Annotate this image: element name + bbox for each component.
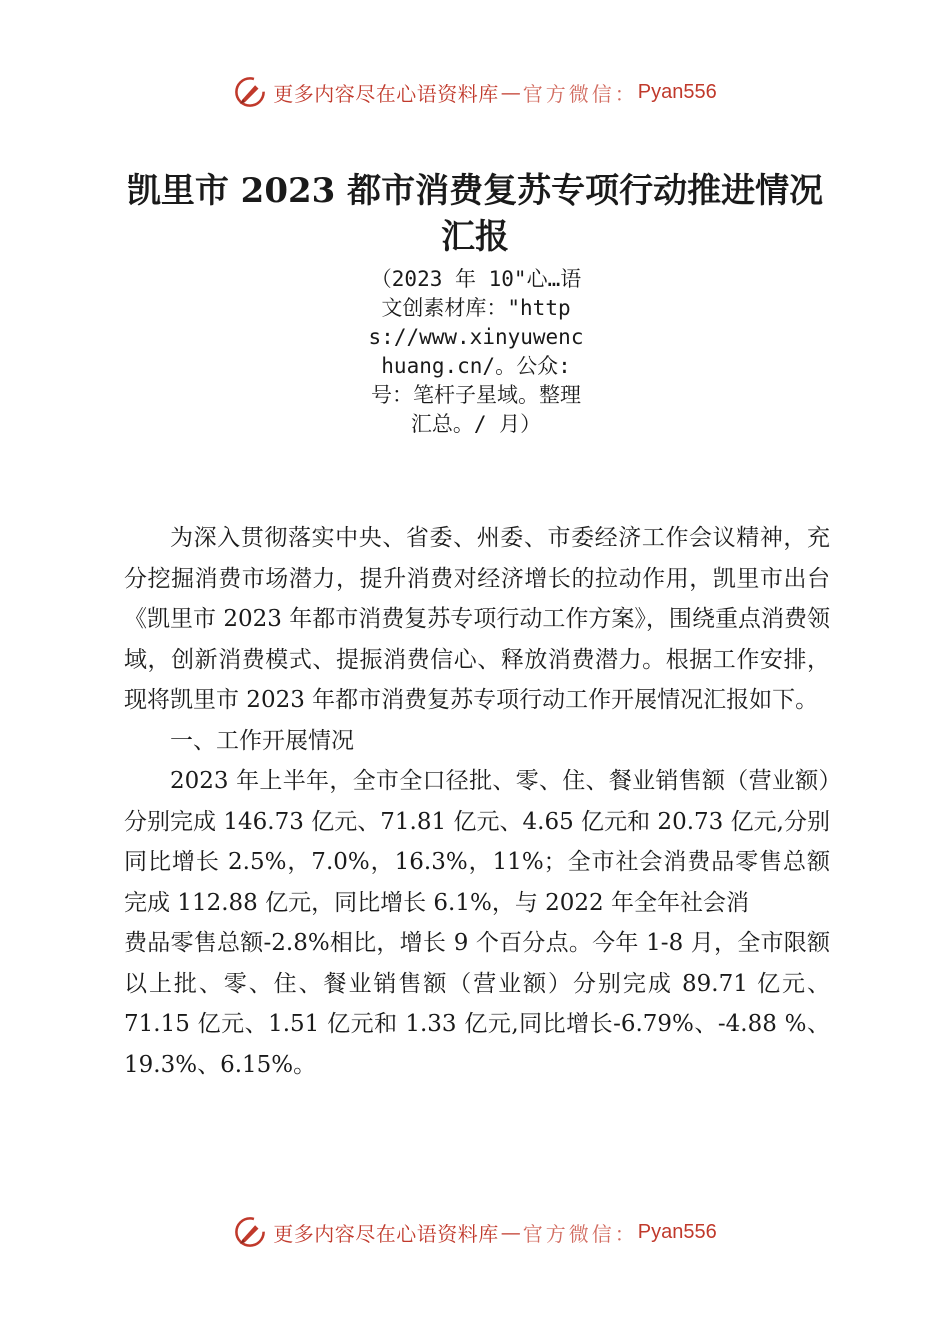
pen-circle-logo-icon (233, 1215, 267, 1249)
paragraph-intro: 为深入贯彻落实中央、省委、州委、市委经济工作会议精神，充分挖掘消费市场潜力，提升消费对经济增长的拉动作用，凯里市出台《凯里市 2023 年都市消费复苏专项行动工作方案》，围绕重点消费领域，创新消费模式、提振消费信心、释放消费潜力。根据工作安排，现将凯里市 2023 年都市消费复苏专项行动工作开展情况汇报如下。 (124, 525, 830, 713)
banner-wechat-id: Pyan556 (637, 1220, 717, 1243)
banner-separator: — (500, 1220, 521, 1244)
paragraph-stats-1-8: 费品零售总额-2.8%相比，增长 9 个百分点。今年 1-8 月，全市限额以上批、零、住、餐业销售额（营业额）分别完成 89.71 亿元、71.15 亿元、1.51 亿元和 1.33 亿元,同比增长-6.79%、-4.88 %、19.3%、6.15%。 (124, 930, 830, 1078)
document-body (124, 518, 830, 1085)
banner-official: 官方微信： (522, 81, 638, 106)
section-heading-1: 一、工作开展情况 (170, 727, 354, 754)
pen-circle-logo-icon (233, 75, 267, 109)
footer-banner (0, 1212, 950, 1252)
banner-brand: 更多内容尽在心语资料库 (273, 81, 499, 106)
banner-brand: 更多内容尽在心语资料库 (273, 1221, 499, 1246)
paragraph-stats-h1: 2023 年上半年，全市全口径批、零、住、餐业销售额（营业额）分别完成 146.73 亿元、71.81 亿元、4.65 亿元和 20.73 亿元,分别同比增长 2.5%，7.0%，16.3%，11%；全市社会消费品零售总额完成 112.88 亿元，同比增长 6.1%，与 2022 年全年社会消 (124, 768, 830, 916)
document-title: 凯里市 2023 都市消费复苏专项行动推进情况汇报 (126, 171, 824, 257)
header-banner (0, 72, 950, 112)
banner-separator: — (500, 80, 521, 104)
banner-official: 官方微信： (522, 1221, 638, 1246)
banner-wechat-id: Pyan556 (637, 80, 717, 103)
document-subtitle: （2023 年 10"心…语文创素材库："https://www.xinyuwenchuang.cn/。公众:号：笔杆子星域。整理汇总。/ 月） (368, 267, 584, 436)
